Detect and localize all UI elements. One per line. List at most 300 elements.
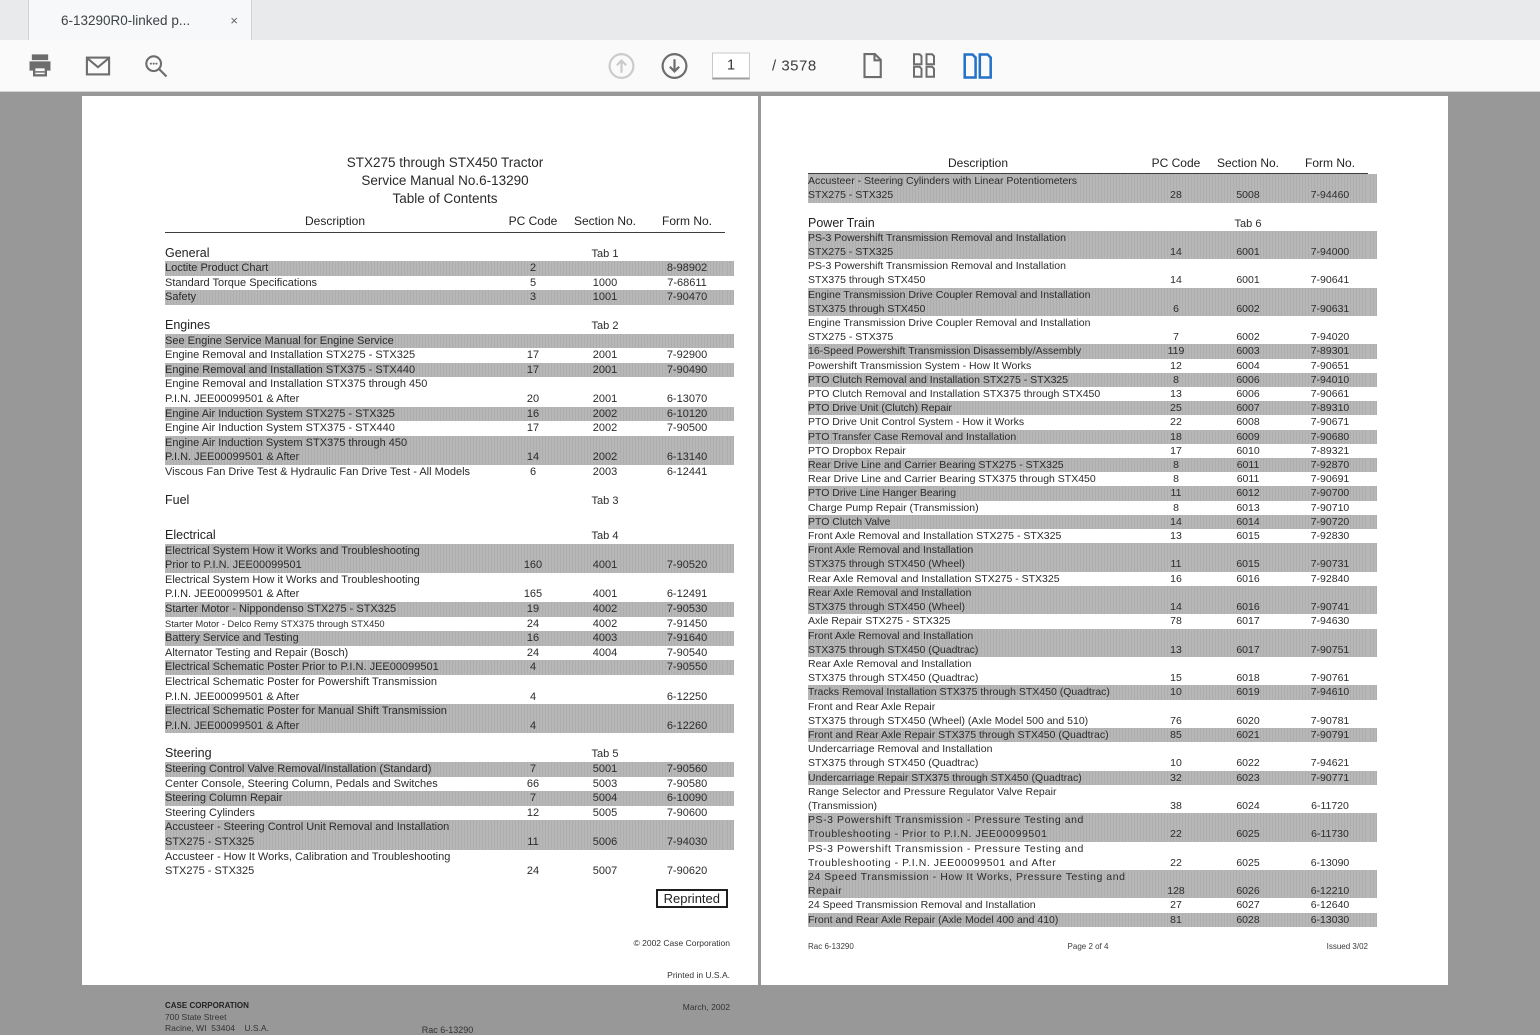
row-form-no: 7-90741 (1310, 601, 1350, 614)
row-description: Electrical Schematic Poster for Powershift Transmission P.I.N. JEE00099501 & After (165, 676, 438, 703)
toc-row (808, 387, 1368, 401)
column-section-no: Section No. (1216, 156, 1280, 170)
copyright-block: © 2002 Case Corporation Printed in U.S.A. March, 2002 (633, 937, 730, 1013)
row-description: Rear Axle Removal and Installation STX375 through STX450 (Wheel) (808, 586, 972, 614)
row-pc-code: 38 (1170, 799, 1182, 812)
row-description: Front Axle Removal and Installation STX375 through STX450 (Quadtrac) (808, 629, 979, 656)
row-form-no: 7-90631 (1310, 302, 1350, 315)
row-section-no: 4001 (592, 588, 618, 601)
row-form-no: 6-13090 (1310, 856, 1350, 869)
section-header (165, 318, 725, 334)
browser-tab-bar (0, 0, 1540, 40)
row-description: Safety (165, 291, 197, 304)
row-section-no: 6027 (1236, 899, 1260, 912)
section-header (165, 246, 725, 262)
row-section-no: 6002 (1236, 302, 1260, 315)
row-pc-code: 4 (529, 661, 537, 674)
toc-row (165, 421, 725, 436)
row-pc-code: 17 (526, 349, 540, 362)
row-section-no: 6018 (1236, 672, 1260, 685)
toc-row (165, 777, 725, 792)
row-description: Electrical System How it Works and Troubleshooting P.I.N. JEE00099501 & After (165, 573, 420, 601)
row-pc-code: 13 (1170, 643, 1182, 656)
row-form-no: 7-90761 (1310, 672, 1350, 685)
row-section-no: 6012 (1236, 487, 1260, 500)
row-pc-code: 66 (526, 777, 540, 790)
email-icon[interactable] (84, 52, 112, 80)
table-header (808, 156, 1368, 174)
row-form-no: 6-12640 (1310, 899, 1350, 912)
toc-row (808, 614, 1368, 628)
row-section-no: 6015 (1236, 530, 1260, 543)
column-form-no: Form No. (1304, 156, 1355, 170)
row-form-no: 6-10090 (666, 792, 708, 805)
toc-row (808, 472, 1368, 486)
row-form-no: 7-94621 (1310, 757, 1350, 770)
toc-row (808, 174, 1368, 202)
toc-row (165, 646, 725, 661)
right-footer-issued: Issued 3/02 (1326, 942, 1368, 951)
row-pc-code: 27 (1170, 899, 1182, 912)
row-section-no: 6022 (1236, 757, 1260, 770)
row-description: PTO Dropbox Repair (808, 444, 906, 457)
toc-table-left (165, 214, 725, 879)
row-description: Front and Rear Axle Repair (Axle Model 400 and 410) (808, 913, 1059, 926)
row-section-no: 6011 (1236, 459, 1260, 472)
row-section-no: 6009 (1236, 430, 1260, 443)
row-pc-code: 22 (1170, 416, 1182, 429)
row-section-no: 6021 (1236, 728, 1260, 741)
row-pc-code: 8 (1173, 501, 1179, 514)
row-section-no: 6016 (1236, 572, 1260, 585)
row-description: Loctite Product Chart (165, 262, 269, 275)
toc-row (808, 231, 1368, 259)
row-form-no: 7-90661 (1310, 388, 1350, 401)
toc-row (808, 415, 1368, 429)
column-form-no: Form No. (661, 214, 712, 228)
row-pc-code: 7 (1173, 331, 1179, 344)
publisher-address1: 700 State Street (165, 1011, 227, 1022)
row-section-no: 2001 (592, 392, 618, 405)
row-pc-code: 6 (529, 465, 537, 478)
row-section-no: 6019 (1236, 686, 1260, 699)
row-section-no: 6007 (1236, 402, 1260, 415)
row-section-no: 2001 (592, 349, 618, 362)
toc-row (165, 704, 725, 733)
pdf-page-right (761, 96, 1448, 985)
toc-row (165, 407, 725, 422)
toolbar-page-controls (606, 50, 995, 81)
reprinted-stamp: Reprinted (656, 889, 728, 908)
pdf-toolbar (0, 40, 1540, 92)
document-title-line: Service Manual No.6-13290 (361, 173, 529, 188)
row-form-no: 7-94020 (1310, 331, 1350, 344)
toc-row (808, 259, 1368, 287)
row-pc-code: 20 (526, 392, 540, 405)
row-description: PTO Drive Line Hanger Bearing (808, 487, 957, 500)
row-section-no: 6001 (1236, 274, 1260, 287)
row-description: Tracks Removal Installation STX375 through STX450 (Quadtrac) (808, 686, 1110, 699)
row-description: Viscous Fan Drive Test & Hydraulic Fan Drive Test - All Models (165, 465, 471, 478)
row-pc-code: 119 (1167, 345, 1185, 358)
tab-title: 6-13290R0-linked p... (61, 12, 191, 28)
row-description: Rear Axle Removal and Installation STX275 - STX325 (808, 572, 1060, 585)
row-section-no: 6003 (1236, 345, 1260, 358)
row-pc-code: 19 (526, 603, 540, 616)
row-form-no: 7-91640 (666, 632, 708, 645)
toc-row (165, 261, 725, 276)
row-form-no: 7-90651 (1310, 359, 1350, 372)
toc-row (165, 806, 725, 821)
toc-row (165, 290, 725, 305)
row-section-no: 6028 (1236, 913, 1260, 926)
toc-row (165, 791, 725, 806)
row-pc-code: 160 (523, 559, 543, 572)
row-description: PTO Clutch Removal and Installation STX375 through STX450 (808, 388, 1101, 401)
row-form-no: 7-94010 (1310, 373, 1350, 386)
row-form-no: 6-12260 (666, 719, 708, 732)
row-form-no: 7-90791 (1310, 728, 1350, 741)
toc-row (808, 870, 1368, 898)
row-pc-code: 2 (529, 262, 537, 275)
publisher-name: CASE CORPORATION (165, 1001, 249, 1011)
row-pc-code: 81 (1170, 913, 1182, 926)
row-section-no: 1000 (592, 276, 618, 289)
row-description: 24 Speed Transmission - How It Works, Pressure Testing and Repair (808, 870, 1126, 898)
row-pc-code: 24 (526, 617, 540, 630)
row-description: Front Axle Removal and Installation STX275 - STX325 (808, 530, 1062, 543)
single-page-view-icon[interactable] (857, 51, 887, 81)
row-pc-code: 3 (529, 291, 537, 304)
row-section-no: 5003 (592, 777, 618, 790)
row-section-no: 6017 (1236, 643, 1260, 656)
two-page-view-icon[interactable] (961, 51, 995, 80)
page-number-input[interactable] (712, 52, 750, 79)
row-pc-code: 14 (526, 451, 540, 464)
row-pc-code: 8 (1173, 373, 1179, 386)
row-section-no: 2002 (592, 451, 618, 464)
row-description: PTO Drive Unit Control System - How it Works (808, 416, 1025, 429)
toc-row (808, 458, 1368, 472)
row-description: PS-3 Powershift Transmission - Pressure Testing and Troubleshooting - Prior to P.I.N. JEE00099501 (808, 814, 1084, 841)
row-form-no: 7-90781 (1310, 714, 1350, 727)
toc-row (808, 501, 1368, 515)
toc-row (808, 288, 1368, 316)
right-footer-page-number: Page 2 of 4 (1067, 942, 1109, 951)
row-section-no: 2002 (592, 422, 618, 435)
row-pc-code: 28 (1170, 189, 1182, 202)
section-name: General (165, 245, 210, 260)
row-pc-code: 5 (529, 276, 537, 289)
toc-row (808, 444, 1368, 458)
row-form-no: 7-90530 (666, 603, 708, 616)
toc-row (808, 771, 1368, 785)
toc-row (808, 685, 1368, 699)
section-tab-label: Tab 1 (591, 247, 619, 260)
row-pc-code: 76 (1170, 714, 1182, 727)
toc-row (165, 377, 725, 406)
row-pc-code: 25 (1170, 402, 1182, 415)
row-pc-code: 14 (1170, 274, 1182, 287)
row-section-no: 6002 (1236, 331, 1260, 344)
row-description: Electrical Schematic Poster for Manual Shift Transmission P.I.N. JEE00099501 & After (165, 705, 447, 732)
row-section-no: 6016 (1236, 601, 1260, 614)
section-name: Engines (165, 317, 211, 332)
row-description: Axle Repair STX275 - STX325 (808, 615, 951, 628)
toc-row (808, 486, 1368, 500)
row-pc-code: 16 (1170, 572, 1182, 585)
row-description: Charge Pump Repair (Transmission) (808, 501, 979, 514)
row-pc-code: 12 (526, 806, 540, 819)
row-description: Standard Torque Specifications (165, 276, 318, 289)
row-description: Engine Transmission Drive Coupler Removal and Installation STX375 through STX450 (808, 288, 1091, 315)
toc-row (808, 344, 1368, 358)
toc-row (165, 544, 725, 573)
section-tab-label: Tab 4 (591, 530, 619, 543)
toc-row (165, 762, 725, 777)
row-description: Engine Air Induction System STX375 through 450 P.I.N. JEE00099501 & After (165, 436, 408, 464)
column-section-no: Section No. (573, 214, 637, 228)
row-pc-code: 24 (526, 865, 540, 878)
row-form-no: 7-90470 (666, 291, 708, 304)
row-pc-code: 7 (529, 792, 537, 805)
row-section-no: 5008 (1236, 189, 1260, 202)
toc-row (808, 913, 1368, 927)
row-description: Steering Column Repair (165, 792, 283, 805)
row-description: Accusteer - Steering Cylinders with Linear Potentiometers STX275 - STX325 (808, 175, 1078, 202)
row-form-no: 7-90731 (1310, 558, 1350, 571)
toc-row (808, 430, 1368, 444)
row-section-no: 6025 (1236, 856, 1260, 869)
row-description: Steering Cylinders (165, 806, 255, 819)
row-form-no: 6-10120 (666, 407, 708, 420)
row-pc-code: 11 (1170, 487, 1182, 500)
row-description: PTO Drive Unit (Clutch) Repair (808, 402, 952, 415)
table-header (165, 214, 725, 233)
row-form-no: 6-13030 (1310, 913, 1350, 926)
row-description: PTO Clutch Removal and Installation STX275 - STX325 (808, 373, 1069, 386)
row-pc-code: 16 (526, 407, 540, 420)
document-title-line: STX275 through STX450 Tractor (346, 155, 544, 170)
row-form-no: 7-94630 (1310, 615, 1350, 628)
row-section-no: 5006 (592, 835, 618, 848)
toc-row (165, 602, 725, 617)
row-pc-code: 78 (1170, 615, 1182, 628)
row-description: PS-3 Powershift Transmission - Pressure Testing and Troubleshooting - P.I.N. JEE00099501 and After (808, 842, 1084, 869)
browser-tab[interactable] (28, 0, 252, 40)
row-description: Rear Drive Line and Carrier Bearing STX275 - STX325 (808, 459, 1064, 472)
section-name: Electrical (165, 528, 216, 543)
row-description: Engine Air Induction System STX275 - STX325 (165, 407, 395, 420)
toc-row (808, 373, 1368, 387)
row-section-no: 6025 (1236, 828, 1260, 841)
toc-row (165, 675, 725, 704)
row-description: PS-3 Powershift Transmission Removal and Installation STX275 - STX325 (808, 231, 1066, 259)
toc-row (808, 543, 1368, 571)
section-tab-label: Tab 3 (591, 494, 619, 507)
row-pc-code: 16 (526, 632, 540, 645)
row-description: Rear Drive Line and Carrier Bearing STX375 through STX450 (808, 473, 1096, 486)
tab-close-icon[interactable]: × (230, 12, 238, 28)
row-section-no: 4001 (592, 559, 618, 572)
document-title (165, 96, 725, 208)
row-description: Range Selector and Pressure Regulator Valve Repair (Transmission) (808, 785, 1057, 812)
section-tab-label: Tab 5 (591, 748, 619, 761)
document-title-line: Table of Contents (392, 191, 498, 206)
row-pc-code: 17 (1170, 444, 1182, 457)
row-section-no: 6014 (1236, 515, 1260, 528)
row-form-no: 7-90620 (666, 865, 708, 878)
row-pc-code: 85 (1170, 728, 1182, 741)
row-pc-code: 7 (529, 763, 537, 775)
toc-row (808, 785, 1368, 813)
toc-row (165, 436, 725, 465)
row-section-no: 6024 (1236, 799, 1260, 812)
row-pc-code: 12 (1170, 359, 1182, 372)
toc-row (808, 586, 1368, 614)
row-description: Steering Control Valve Removal/Installation (Standard) (165, 763, 432, 775)
row-description: Undercarriage Removal and Installation STX375 through STX450 (Quadtrac) (808, 743, 993, 770)
row-pc-code: 15 (1170, 672, 1182, 685)
row-description: Engine Transmission Drive Coupler Removal and Installation STX275 - STX375 (808, 317, 1091, 344)
row-form-no: 6-12441 (666, 465, 708, 478)
row-form-no: 7-92870 (1310, 459, 1350, 472)
row-description: 16-Speed Powershift Transmission Disassembly/Assembly (808, 345, 1082, 358)
row-form-no: 6-13070 (666, 392, 708, 405)
row-section-no: 2003 (592, 465, 618, 478)
row-form-no: 7-90641 (1310, 274, 1350, 287)
toc-row (808, 515, 1368, 529)
row-form-no: 6-12210 (1310, 885, 1350, 898)
toc-row (808, 898, 1368, 912)
row-pc-code: 128 (1167, 885, 1185, 898)
row-pc-code: 14 (1170, 601, 1182, 614)
row-section-no: 4002 (592, 603, 618, 616)
row-section-no: 6006 (1236, 373, 1260, 386)
toc-row (808, 629, 1368, 657)
row-form-no: 6-11730 (1311, 828, 1349, 841)
row-description: Alternator Testing and Repair (Bosch) (165, 646, 349, 659)
row-form-no: 7-91450 (666, 617, 708, 630)
row-form-no: 7-90680 (1310, 430, 1350, 443)
row-section-no: 4004 (592, 646, 618, 659)
row-pc-code: 165 (523, 588, 543, 601)
row-section-no: 2002 (592, 407, 618, 420)
row-form-no: 7-94000 (1310, 246, 1350, 259)
row-form-no: 6-12491 (666, 588, 708, 601)
section-header (165, 528, 725, 544)
row-description: Rear Axle Removal and Installation STX375 through STX450 (Quadtrac) (808, 657, 979, 685)
page-up-icon[interactable] (606, 50, 637, 81)
row-section-no: 6017 (1236, 615, 1260, 628)
row-form-no: 7-89301 (1310, 345, 1350, 358)
row-form-no: 7-90700 (1310, 487, 1350, 500)
row-form-no: 7-90720 (1310, 515, 1350, 528)
row-pc-code: 11 (1170, 558, 1182, 571)
toc-row (165, 820, 725, 849)
row-description: 24 Speed Transmission Removal and Installation (808, 899, 1036, 912)
right-footer-doc-number: Rac 6-13290 (808, 942, 854, 951)
row-form-no: 7-90580 (666, 777, 708, 790)
row-form-no: 7-89321 (1310, 444, 1350, 457)
zoom-icon[interactable] (142, 52, 170, 80)
section-tab-label: Tab 6 (1234, 217, 1262, 230)
column-description: Description (947, 156, 1009, 170)
row-form-no: 7-90691 (1310, 473, 1350, 486)
row-section-no: 6010 (1236, 444, 1260, 457)
row-form-no: 7-90500 (666, 422, 708, 435)
row-pc-code: 24 (526, 646, 540, 659)
section-name: Power Train (808, 215, 875, 230)
toc-row (808, 728, 1368, 742)
toc-row (165, 850, 725, 879)
row-form-no: 7-94030 (666, 835, 708, 848)
row-section-no: 6001 (1236, 246, 1260, 259)
right-page-footer (808, 942, 1368, 951)
row-form-no: 7-92830 (1310, 530, 1350, 543)
print-icon[interactable] (26, 52, 54, 80)
row-pc-code: 4 (529, 690, 537, 703)
page-thumbnails-icon[interactable] (909, 51, 939, 81)
toc-row (808, 842, 1368, 870)
row-form-no: 7-90520 (666, 559, 708, 572)
row-form-no: 6-11720 (1311, 799, 1349, 812)
row-pc-code: 14 (1170, 246, 1182, 259)
section-name: Fuel (165, 492, 190, 507)
row-form-no: 7-90710 (1310, 501, 1350, 514)
toc-row (808, 316, 1368, 344)
column-pc-code: PC Code (508, 214, 558, 228)
row-pc-code: 8 (1173, 473, 1179, 486)
section-header (808, 216, 1368, 231)
toc-row (165, 465, 725, 480)
row-pc-code: 4 (529, 719, 537, 732)
row-form-no: 7-89310 (1310, 402, 1350, 415)
toc-row (165, 631, 725, 646)
row-pc-code: 10 (1170, 757, 1182, 770)
row-pc-code: 10 (1170, 686, 1182, 699)
column-pc-code: PC Code (1151, 156, 1201, 170)
toc-row (165, 363, 725, 378)
publisher-address2: Racine, WI 53404 U.S.A. (165, 1023, 269, 1034)
row-description: Engine Removal and Installation STX275 - STX325 (165, 349, 416, 362)
row-description: Accusteer - Steering Control Unit Removal and Installation STX275 - STX325 (165, 821, 450, 848)
toc-row (165, 617, 725, 632)
row-form-no: 6-12250 (666, 690, 708, 703)
row-section-no: 6026 (1236, 885, 1260, 898)
toc-row (808, 401, 1368, 415)
row-form-no: 7-92840 (1310, 572, 1350, 585)
left-footer-doc-number: Rac 6-13290 (421, 1024, 474, 1035)
row-pc-code: 22 (1170, 856, 1182, 869)
row-form-no: 6-13140 (666, 451, 708, 464)
toc-row (808, 572, 1368, 586)
row-description: PS-3 Powershift Transmission Removal and Installation STX375 through STX450 (808, 260, 1066, 287)
row-form-no: 7-90771 (1310, 771, 1350, 784)
page-down-icon[interactable] (659, 50, 690, 81)
row-section-no: 5004 (592, 792, 618, 805)
column-description: Description (304, 214, 366, 228)
toc-row (165, 660, 725, 675)
toc-row (808, 700, 1368, 728)
section-header (165, 493, 725, 509)
row-section-no: 5007 (592, 865, 618, 878)
toc-row (165, 348, 725, 363)
toc-row (165, 276, 725, 291)
row-description: Battery Service and Testing (165, 632, 299, 645)
row-description: Starter Motor - Delco Remy STX375 through STX450 (165, 618, 385, 629)
row-description: Powershift Transmission System - How It Works (808, 359, 1032, 372)
